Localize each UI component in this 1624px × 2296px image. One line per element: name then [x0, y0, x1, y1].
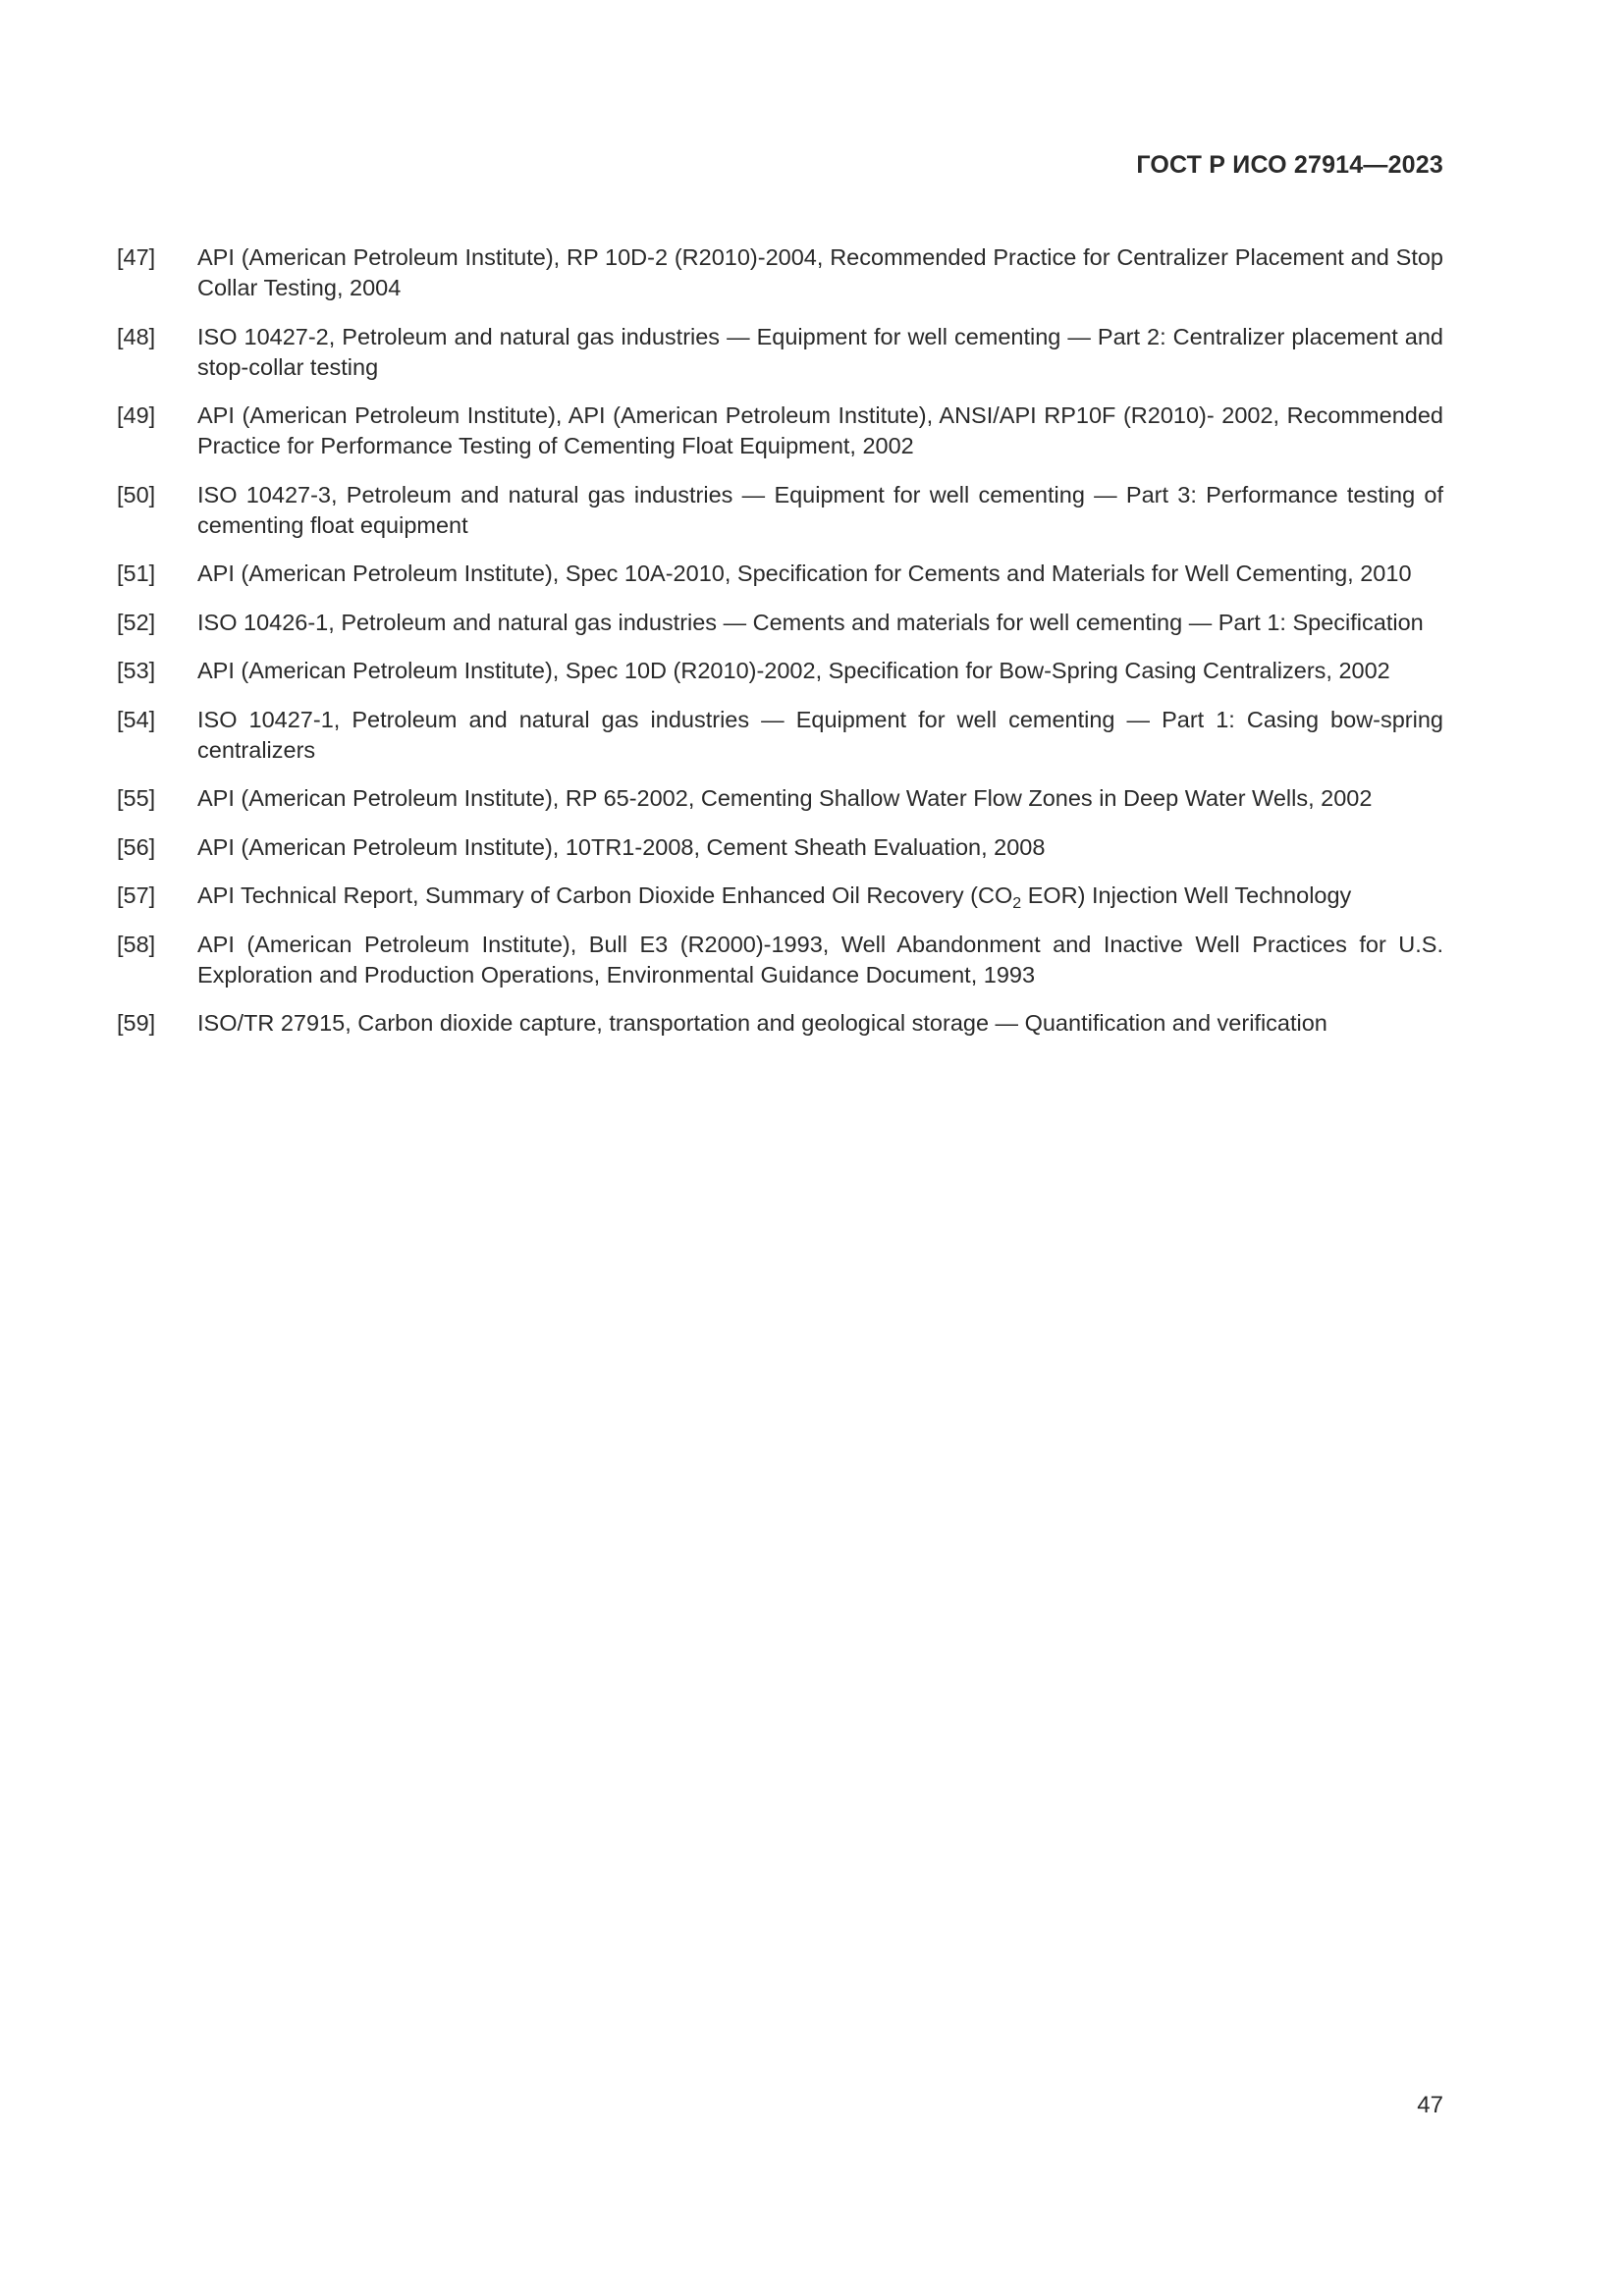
- reference-item: [117, 832, 1443, 863]
- reference-number: [57]: [117, 882, 156, 908]
- page-number: 47: [1417, 2092, 1443, 2118]
- reference-number: [50]: [117, 481, 156, 507]
- reference-number: [48]: [117, 323, 156, 349]
- reference-number: [49]: [117, 402, 156, 428]
- reference-text: [197, 881, 1443, 911]
- reference-number: [47]: [117, 244, 156, 270]
- reference-number: [56]: [117, 833, 156, 860]
- reference-item: [117, 480, 1443, 541]
- reference-item: [117, 559, 1443, 589]
- document-code-header: ГОСТ Р ИСО 27914—2023: [1136, 151, 1443, 179]
- reference-item: [117, 608, 1443, 638]
- reference-text: ISO 10426-1, Petroleum and natural gas industries — Cements and materials for well cementing — Part 1: Specification: [197, 609, 1424, 635]
- reference-text: API (American Petroleum Institute), Spec 10A-2010, Specification for Cements and Materials for Well Cementing, 2010: [197, 561, 1412, 586]
- reference-text-part: EOR) Injection Well Technology: [1021, 882, 1352, 908]
- reference-text: API (American Petroleum Institute), 10TR1-2008, Cement Sheath Evaluation, 2008: [197, 833, 1046, 860]
- reference-text: ISO 10427-3, Petroleum and natural gas industries — Equipment for well cementing — Part 3: Performance testing of cementing float equipment: [197, 481, 1443, 538]
- reference-text: API (American Petroleum Institute), API (American Petroleum Institute), ANSI/API RP10F (R2010)- 2002, Recommended Practice for Performance Testing of Cementing Float Equipment, 2002: [197, 402, 1443, 458]
- reference-text: ISO 10427-2, Petroleum and natural gas industries — Equipment for well cementing — Part 2: Centralizer placement and stop-collar testing: [197, 323, 1443, 380]
- subscript-2: 2: [1012, 895, 1022, 912]
- reference-text: API (American Petroleum Institute), Spec 10D (R2010)-2002, Specification for Bow-Spring Casing Centralizers, 2002: [197, 658, 1390, 683]
- reference-item: [117, 705, 1443, 766]
- reference-number: [59]: [117, 1010, 156, 1036]
- reference-item: [117, 400, 1443, 461]
- reference-text: API (American Petroleum Institute), Bull E3 (R2000)-1993, Well Abandonment and Inactive Well Practices for U.S. Exploration and Production Operations, Environmental Guidance Document, 1993: [197, 931, 1443, 988]
- reference-item: [117, 1008, 1443, 1039]
- reference-number: [55]: [117, 785, 156, 811]
- reference-number: [53]: [117, 658, 156, 683]
- bibliography-list: [117, 242, 1443, 1057]
- reference-text: ISO 10427-1, Petroleum and natural gas industries — Equipment for well cementing — Part 1: Casing bow-spring centralizers: [197, 706, 1443, 763]
- reference-item: [117, 322, 1443, 383]
- reference-item: [117, 783, 1443, 814]
- reference-item: [117, 656, 1443, 686]
- reference-text: ISO/TR 27915, Carbon dioxide capture, transportation and geological storage — Quantification and verification: [197, 1010, 1327, 1036]
- reference-text: API (American Petroleum Institute), RP 10D-2 (R2010)-2004, Recommended Practice for Centralizer Placement and Stop Collar Testing, 2004: [197, 244, 1443, 300]
- reference-item: [117, 242, 1443, 303]
- reference-number: [51]: [117, 561, 156, 586]
- reference-number: [52]: [117, 609, 156, 635]
- reference-item: [117, 881, 1443, 911]
- reference-text-part: API Technical Report, Summary of Carbon Dioxide Enhanced Oil Recovery (CO: [197, 882, 1013, 908]
- reference-number: [54]: [117, 706, 156, 732]
- reference-text: API (American Petroleum Institute), RP 65-2002, Cementing Shallow Water Flow Zones in Deep Water Wells, 2002: [197, 785, 1373, 811]
- reference-item: [117, 930, 1443, 990]
- reference-number: [58]: [117, 931, 156, 957]
